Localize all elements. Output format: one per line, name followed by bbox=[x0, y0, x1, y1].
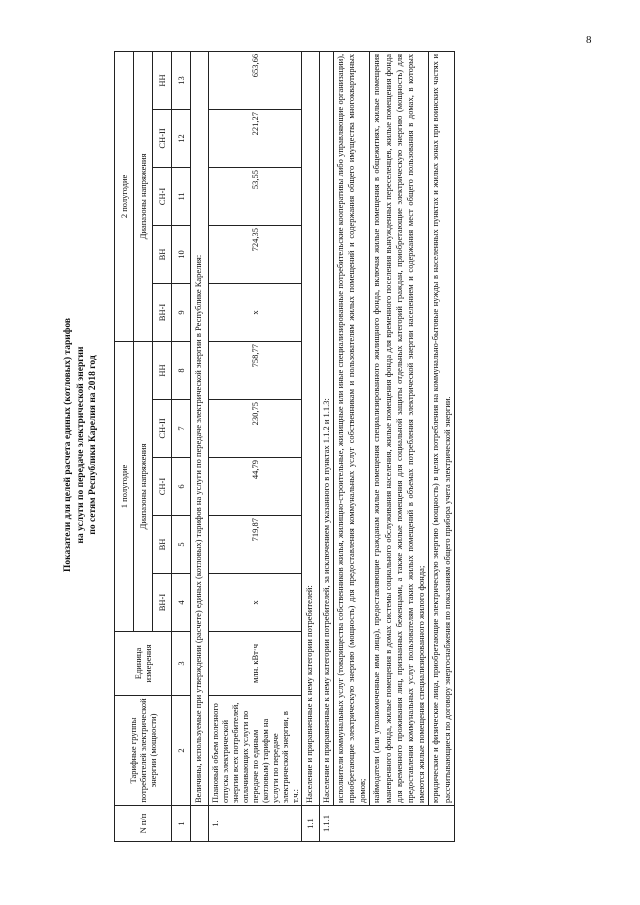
page-number: 8 bbox=[586, 34, 592, 46]
level-vn: ВН bbox=[152, 516, 171, 574]
row1-value: 653,66 bbox=[208, 51, 301, 109]
row1-value: 724,35 bbox=[208, 225, 301, 283]
col-number: 4 bbox=[171, 574, 190, 632]
title-line: на услуги по передаче электрической энергии bbox=[75, 346, 86, 544]
col-number: 5 bbox=[171, 516, 190, 574]
paragraph-3: юридические и физические лица, приобретающие электрическую энергию (мощность) в целях потребления на коммунально-бытовые нужды в населенных пунктах и жилых зонах при воинских частях и рассчитывающиеся по договору энергоснабжения по показаниям общего прибора учета электрической энергии. bbox=[429, 51, 454, 805]
row111-text: Население и приравненные к нему категории потребителей, за исключением указанного в пунктах 1.1.2 и 1.1.3: bbox=[319, 51, 333, 805]
level-vn1: ВН-I bbox=[152, 283, 171, 341]
header-unit: Единица измерения bbox=[114, 632, 171, 696]
col-number: 6 bbox=[171, 458, 190, 516]
level-sn2: СН-II bbox=[152, 400, 171, 458]
title-line: Показатели для целей расчета единых (котловых) тарифов bbox=[63, 317, 73, 573]
header-ranges-1: Диапазоны напряжения bbox=[133, 341, 152, 631]
col-number: 9 bbox=[171, 283, 190, 341]
rotated-document bbox=[60, 40, 580, 850]
section-row-text: Величины, используемые при утверждении (расчете) единых (котловых) тарифов на услуги по передаче электрической энергии в Республике Карелия: bbox=[190, 51, 208, 805]
row1-value: х bbox=[208, 574, 301, 632]
row1-value: 758,77 bbox=[208, 341, 301, 399]
paragraph-1: исполнители коммунальных услуг (товарищества собственников жилья, жилищно-строительные, жилищные или иные специализированные потребительские кооперативы либо управляющие организации), приобретающие электрическую энергию (мощность) для предоставления коммунальных услуг собственникам и пользователям жилых помещений и содержания общего имущества многоквартирных домов; bbox=[333, 51, 370, 805]
col-number: 2 bbox=[171, 696, 190, 806]
title-line: по сетям Республики Карелия на 2018 год bbox=[88, 355, 98, 535]
section-spacer bbox=[190, 806, 208, 842]
level-sn1: СН-I bbox=[152, 167, 171, 225]
row1-value: 53,55 bbox=[208, 167, 301, 225]
col-number: 12 bbox=[171, 109, 190, 167]
col-number: 8 bbox=[171, 341, 190, 399]
col-number: 7 bbox=[171, 400, 190, 458]
level-vn: ВН bbox=[152, 225, 171, 283]
row1-value: 230,75 bbox=[208, 400, 301, 458]
header-group: Тарифные группы потребителей электрической энергии (мощности) bbox=[114, 696, 171, 806]
row1-value: 44,79 bbox=[208, 458, 301, 516]
header-half1: 1 полугодие bbox=[114, 341, 133, 631]
tariff-table bbox=[114, 51, 455, 842]
level-vn1: ВН-I bbox=[152, 574, 171, 632]
row1-value: 221,27 bbox=[208, 109, 301, 167]
header-half2: 2 полугодие bbox=[114, 51, 133, 341]
level-nn: НН bbox=[152, 341, 171, 399]
document-title bbox=[62, 40, 100, 850]
level-sn1: СН-I bbox=[152, 458, 171, 516]
col-number: 11 bbox=[171, 167, 190, 225]
row1-unit: млн. кВт·ч bbox=[208, 632, 301, 696]
level-nn: НН bbox=[152, 51, 171, 109]
col-number: 13 bbox=[171, 51, 190, 109]
col-number: 3 bbox=[171, 632, 190, 696]
row11-num: 1.1 bbox=[301, 806, 319, 842]
row1-value: 719,87 bbox=[208, 516, 301, 574]
level-sn2: СН-II bbox=[152, 109, 171, 167]
col-number: 10 bbox=[171, 225, 190, 283]
header-ranges-2: Диапазоны напряжения bbox=[133, 51, 152, 341]
row11-text: Население и приравненные к нему категории потребителей: bbox=[301, 51, 319, 805]
header-num: N п/п bbox=[114, 806, 171, 842]
row111-num: 1.1.1 bbox=[319, 806, 454, 842]
row1-name: Плановый объем полезного отпуска электрической энергии всех потребителей, оплачивающих услуги по передаче по единым (котловым) тарифам на услуги по передаче электрической энергии, в т.ч.: bbox=[208, 696, 301, 806]
row1-num: 1. bbox=[208, 806, 301, 842]
row1-value: х bbox=[208, 283, 301, 341]
col-number: 1 bbox=[171, 806, 190, 842]
paragraph-2: наймодатели (или уполномоченные ими лица), предоставляющие гражданам жилые помещения специализированного жилищного фонда, включая жилые помещения в общежитиях, жилые помещения маневренного фонда, жилые помещения в домах системы социального обслуживания населения, жилые помещения фонда для временного поселения вынужденных переселенцев, жилые помещения фонда для временного проживания лиц, признанных беженцами, а также жилые помещения для социальной защиты отдельных категорий граждан, приобретающие электрическую энергию (мощность) для предоставления коммунальных услуг пользователям таких жилых помещений в объемах потребления электрической энергии населением и содержания мест общего пользования в домах, в которых имеются жилые помещения специализированного жилого фонда; bbox=[370, 51, 429, 805]
